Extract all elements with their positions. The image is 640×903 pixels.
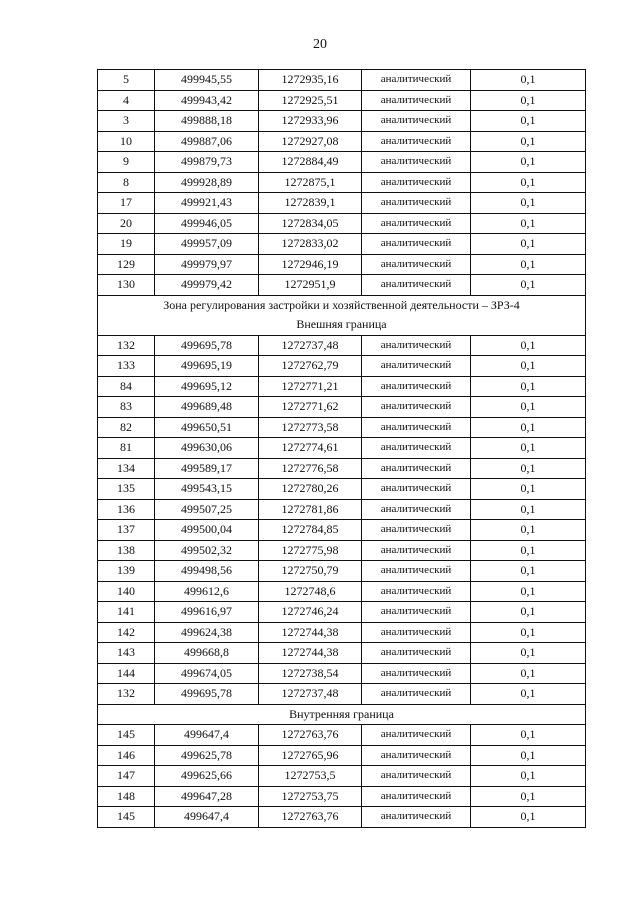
point-number-cell: 144 (98, 663, 155, 684)
table-row (98, 786, 586, 807)
accuracy-cell: 0,1 (471, 417, 586, 438)
method-cell: аналитический (362, 193, 471, 214)
method-cell: аналитический (362, 766, 471, 787)
accuracy-cell: 0,1 (471, 643, 586, 664)
point-number-cell: 145 (98, 725, 155, 746)
point-number-cell: 148 (98, 786, 155, 807)
y-coordinate-cell: 1272744,38 (259, 622, 362, 643)
method-cell: аналитический (362, 254, 471, 275)
table-row (98, 172, 586, 193)
method-cell: аналитический (362, 745, 471, 766)
table-row (98, 70, 586, 91)
point-number-cell: 3 (98, 111, 155, 132)
table-row (98, 213, 586, 234)
table-row (98, 684, 586, 705)
point-number-cell: 138 (98, 540, 155, 561)
x-coordinate-cell: 499616,97 (155, 602, 259, 623)
point-number-cell: 134 (98, 458, 155, 479)
point-number-cell: 141 (98, 602, 155, 623)
x-coordinate-cell: 499695,78 (155, 684, 259, 705)
y-coordinate-cell: 1272776,58 (259, 458, 362, 479)
accuracy-cell: 0,1 (471, 152, 586, 173)
point-number-cell: 146 (98, 745, 155, 766)
x-coordinate-cell: 499647,4 (155, 807, 259, 828)
x-coordinate-cell: 499668,8 (155, 643, 259, 664)
method-cell: аналитический (362, 581, 471, 602)
table-row (98, 438, 586, 459)
y-coordinate-cell: 1272933,96 (259, 111, 362, 132)
x-coordinate-cell: 499928,89 (155, 172, 259, 193)
x-coordinate-cell: 499650,51 (155, 417, 259, 438)
table-row (98, 766, 586, 787)
method-cell: аналитический (362, 684, 471, 705)
point-number-cell: 136 (98, 499, 155, 520)
method-cell: аналитический (362, 275, 471, 296)
method-cell: аналитический (362, 417, 471, 438)
y-coordinate-cell: 1272839,1 (259, 193, 362, 214)
y-coordinate-cell: 1272737,48 (259, 335, 362, 356)
table-row (98, 745, 586, 766)
point-number-cell: 147 (98, 766, 155, 787)
section-header-row (98, 295, 586, 335)
point-number-cell: 4 (98, 90, 155, 111)
table-row (98, 561, 586, 582)
point-number-cell: 142 (98, 622, 155, 643)
table-row (98, 417, 586, 438)
table-row (98, 499, 586, 520)
accuracy-cell: 0,1 (471, 356, 586, 377)
table-row (98, 479, 586, 500)
point-number-cell: 19 (98, 234, 155, 255)
point-number-cell: 130 (98, 275, 155, 296)
accuracy-cell: 0,1 (471, 172, 586, 193)
point-number-cell: 82 (98, 417, 155, 438)
method-cell: аналитический (362, 663, 471, 684)
accuracy-cell: 0,1 (471, 684, 586, 705)
y-coordinate-cell: 1272774,61 (259, 438, 362, 459)
method-cell: аналитический (362, 807, 471, 828)
x-coordinate-cell: 499543,15 (155, 479, 259, 500)
x-coordinate-cell: 499887,06 (155, 131, 259, 152)
accuracy-cell: 0,1 (471, 561, 586, 582)
method-cell: аналитический (362, 335, 471, 356)
accuracy-cell: 0,1 (471, 807, 586, 828)
point-number-cell: 145 (98, 807, 155, 828)
x-coordinate-cell: 499695,78 (155, 335, 259, 356)
y-coordinate-cell: 1272951,9 (259, 275, 362, 296)
x-coordinate-cell: 499630,06 (155, 438, 259, 459)
y-coordinate-cell: 1272946,19 (259, 254, 362, 275)
accuracy-cell: 0,1 (471, 622, 586, 643)
accuracy-cell: 0,1 (471, 254, 586, 275)
coordinates-table-body (98, 70, 586, 828)
x-coordinate-cell: 499921,43 (155, 193, 259, 214)
y-coordinate-cell: 1272765,96 (259, 745, 362, 766)
table-row (98, 234, 586, 255)
y-coordinate-cell: 1272750,79 (259, 561, 362, 582)
point-number-cell: 84 (98, 376, 155, 397)
x-coordinate-cell: 499695,12 (155, 376, 259, 397)
method-cell: аналитический (362, 479, 471, 500)
method-cell: аналитический (362, 786, 471, 807)
y-coordinate-cell: 1272784,85 (259, 520, 362, 541)
x-coordinate-cell: 499647,28 (155, 786, 259, 807)
section-title: Зона регулирования застройки и хозяйственной деятельности – ЗРЗ-4 (163, 297, 520, 312)
table-row (98, 663, 586, 684)
section-title: Внутренняя граница (289, 706, 394, 721)
method-cell: аналитический (362, 540, 471, 561)
accuracy-cell: 0,1 (471, 193, 586, 214)
accuracy-cell: 0,1 (471, 111, 586, 132)
table-row (98, 111, 586, 132)
accuracy-cell: 0,1 (471, 397, 586, 418)
x-coordinate-cell: 499625,66 (155, 766, 259, 787)
method-cell: аналитический (362, 622, 471, 643)
accuracy-cell: 0,1 (471, 131, 586, 152)
y-coordinate-cell: 1272834,05 (259, 213, 362, 234)
method-cell: аналитический (362, 172, 471, 193)
accuracy-cell: 0,1 (471, 745, 586, 766)
table-row (98, 520, 586, 541)
point-number-cell: 17 (98, 193, 155, 214)
point-number-cell: 8 (98, 172, 155, 193)
table-row (98, 193, 586, 214)
point-number-cell: 20 (98, 213, 155, 234)
table-row (98, 131, 586, 152)
accuracy-cell: 0,1 (471, 335, 586, 356)
method-cell: аналитический (362, 458, 471, 479)
point-number-cell: 10 (98, 131, 155, 152)
point-number-cell: 137 (98, 520, 155, 541)
section-title: Внешняя граница (296, 317, 387, 331)
y-coordinate-cell: 1272775,98 (259, 540, 362, 561)
method-cell: аналитический (362, 111, 471, 132)
x-coordinate-cell: 499979,97 (155, 254, 259, 275)
x-coordinate-cell: 499946,05 (155, 213, 259, 234)
accuracy-cell: 0,1 (471, 438, 586, 459)
x-coordinate-cell: 499624,38 (155, 622, 259, 643)
table-row (98, 254, 586, 275)
section-header-row (98, 704, 586, 725)
table-row (98, 725, 586, 746)
point-number-cell: 132 (98, 335, 155, 356)
point-number-cell: 135 (98, 479, 155, 500)
point-number-cell: 133 (98, 356, 155, 377)
accuracy-cell: 0,1 (471, 663, 586, 684)
accuracy-cell: 0,1 (471, 602, 586, 623)
method-cell: аналитический (362, 376, 471, 397)
table-row (98, 622, 586, 643)
table-row (98, 335, 586, 356)
accuracy-cell: 0,1 (471, 458, 586, 479)
accuracy-cell: 0,1 (471, 786, 586, 807)
point-number-cell: 140 (98, 581, 155, 602)
y-coordinate-cell: 1272744,38 (259, 643, 362, 664)
x-coordinate-cell: 499500,04 (155, 520, 259, 541)
method-cell: аналитический (362, 499, 471, 520)
table-row (98, 643, 586, 664)
method-cell: аналитический (362, 90, 471, 111)
method-cell: аналитический (362, 397, 471, 418)
y-coordinate-cell: 1272773,58 (259, 417, 362, 438)
y-coordinate-cell: 1272875,1 (259, 172, 362, 193)
table-row (98, 397, 586, 418)
accuracy-cell: 0,1 (471, 581, 586, 602)
x-coordinate-cell: 499507,25 (155, 499, 259, 520)
y-coordinate-cell: 1272746,24 (259, 602, 362, 623)
table-row (98, 807, 586, 828)
method-cell: аналитический (362, 213, 471, 234)
method-cell: аналитический (362, 234, 471, 255)
accuracy-cell: 0,1 (471, 275, 586, 296)
y-coordinate-cell: 1272771,62 (259, 397, 362, 418)
y-coordinate-cell: 1272753,75 (259, 786, 362, 807)
y-coordinate-cell: 1272781,86 (259, 499, 362, 520)
x-coordinate-cell: 499957,09 (155, 234, 259, 255)
x-coordinate-cell: 499888,18 (155, 111, 259, 132)
accuracy-cell: 0,1 (471, 766, 586, 787)
y-coordinate-cell: 1272763,76 (259, 725, 362, 746)
section-header-cell (98, 704, 586, 725)
x-coordinate-cell: 499589,17 (155, 458, 259, 479)
table-row (98, 90, 586, 111)
y-coordinate-cell: 1272833,02 (259, 234, 362, 255)
table-row (98, 458, 586, 479)
y-coordinate-cell: 1272925,51 (259, 90, 362, 111)
x-coordinate-cell: 499612,6 (155, 581, 259, 602)
y-coordinate-cell: 1272737,48 (259, 684, 362, 705)
method-cell: аналитический (362, 643, 471, 664)
x-coordinate-cell: 499502,32 (155, 540, 259, 561)
y-coordinate-cell: 1272884,49 (259, 152, 362, 173)
accuracy-cell: 0,1 (471, 499, 586, 520)
method-cell: аналитический (362, 438, 471, 459)
x-coordinate-cell: 499674,05 (155, 663, 259, 684)
x-coordinate-cell: 499979,42 (155, 275, 259, 296)
x-coordinate-cell: 499625,78 (155, 745, 259, 766)
accuracy-cell: 0,1 (471, 479, 586, 500)
table-row (98, 581, 586, 602)
point-number-cell: 139 (98, 561, 155, 582)
point-number-cell: 143 (98, 643, 155, 664)
table-row (98, 540, 586, 561)
y-coordinate-cell: 1272780,26 (259, 479, 362, 500)
method-cell: аналитический (362, 561, 471, 582)
section-header-cell (98, 295, 586, 335)
table-row (98, 275, 586, 296)
accuracy-cell: 0,1 (471, 70, 586, 91)
y-coordinate-cell: 1272753,5 (259, 766, 362, 787)
y-coordinate-cell: 1272935,16 (259, 70, 362, 91)
point-number-cell: 83 (98, 397, 155, 418)
method-cell: аналитический (362, 70, 471, 91)
y-coordinate-cell: 1272927,08 (259, 131, 362, 152)
table-row (98, 376, 586, 397)
accuracy-cell: 0,1 (471, 234, 586, 255)
point-number-cell: 9 (98, 152, 155, 173)
point-number-cell: 5 (98, 70, 155, 91)
accuracy-cell: 0,1 (471, 90, 586, 111)
point-number-cell: 81 (98, 438, 155, 459)
method-cell: аналитический (362, 131, 471, 152)
y-coordinate-cell: 1272748,6 (259, 581, 362, 602)
accuracy-cell: 0,1 (471, 540, 586, 561)
x-coordinate-cell: 499943,42 (155, 90, 259, 111)
x-coordinate-cell: 499689,48 (155, 397, 259, 418)
page-number: 20 (313, 37, 327, 52)
point-number-cell: 132 (98, 684, 155, 705)
method-cell: аналитический (362, 152, 471, 173)
accuracy-cell: 0,1 (471, 520, 586, 541)
accuracy-cell: 0,1 (471, 376, 586, 397)
table-row (98, 356, 586, 377)
method-cell: аналитический (362, 725, 471, 746)
x-coordinate-cell: 499647,4 (155, 725, 259, 746)
table-row (98, 152, 586, 173)
point-number-cell: 129 (98, 254, 155, 275)
y-coordinate-cell: 1272738,54 (259, 663, 362, 684)
table-row (98, 602, 586, 623)
x-coordinate-cell: 499945,55 (155, 70, 259, 91)
x-coordinate-cell: 499498,56 (155, 561, 259, 582)
accuracy-cell: 0,1 (471, 725, 586, 746)
accuracy-cell: 0,1 (471, 213, 586, 234)
method-cell: аналитический (362, 602, 471, 623)
y-coordinate-cell: 1272771,21 (259, 376, 362, 397)
y-coordinate-cell: 1272762,79 (259, 356, 362, 377)
method-cell: аналитический (362, 356, 471, 377)
y-coordinate-cell: 1272763,76 (259, 807, 362, 828)
coordinates-table (97, 69, 586, 828)
x-coordinate-cell: 499695,19 (155, 356, 259, 377)
method-cell: аналитический (362, 520, 471, 541)
x-coordinate-cell: 499879,73 (155, 152, 259, 173)
